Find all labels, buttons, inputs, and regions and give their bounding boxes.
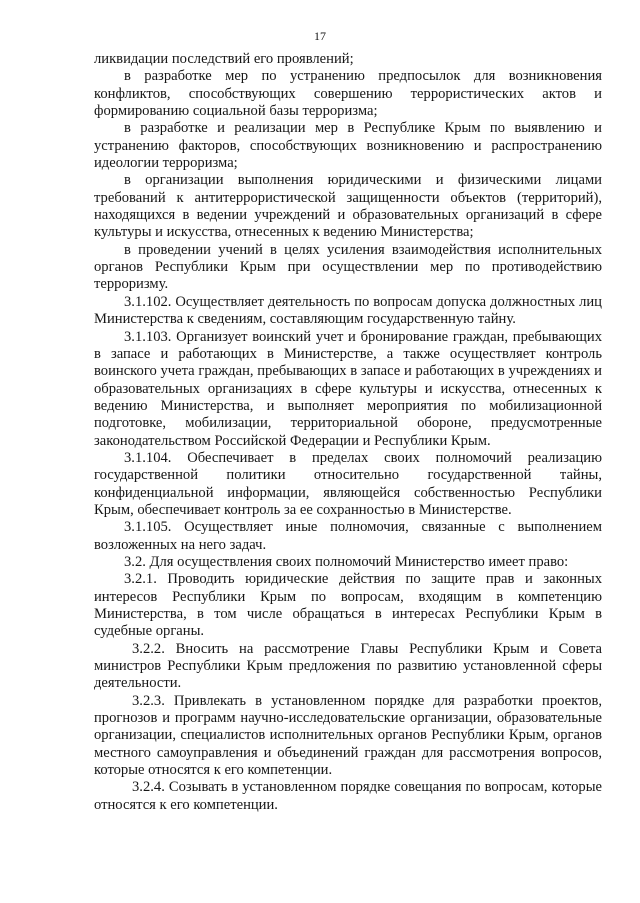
paragraph: в разработке мер по устранению предпосылок для возникновения конфликтов, способствующих совершению террористических актов и формированию социальной базы терроризма; xyxy=(94,68,602,120)
paragraph: в разработке и реализации мер в Республике Крым по выявлению и устранению факторов, способствующих возникновению и распространению идеологии терроризма; xyxy=(94,120,602,172)
paragraph: 3.1.104. Обеспечивает в пределах своих полномочий реализацию государственной политики относительно государственной тайны, конфиденциальной информации, являющейся собственностью Республики Крым, обеспечивает контроль за ее сохранностью в Министерстве. xyxy=(94,449,602,518)
paragraph: ликвидации последствий его проявлений; xyxy=(94,51,354,67)
paragraph: 3.2.2. Вносить на рассмотрение Главы Республики Крым и Совета министров Республики Крым предложения по развитию установленной сферы деятельности. xyxy=(94,640,602,692)
paragraph: 3.1.105. Осуществляет иные полномочия, связанные с выполнением возложенных на него задач. xyxy=(94,519,602,553)
document-body xyxy=(94,51,602,814)
paragraph: в организации выполнения юридическими и физическими лицами требований к антитеррористической защищенности объектов (территорий), находящихся в ведении учреждений и образовательных организаций в сфере культуры и искусства, отнесенных к ведению Министерства; xyxy=(94,172,602,241)
paragraph: в проведении учений в целях усиления взаимодействия исполнительных органов Республики Крым при осуществлении мер по противодействию терроризму. xyxy=(94,241,602,293)
paragraph: 3.1.103. Организует воинский учет и бронирование граждан, пребывающих в запасе и работающих в Министерстве, а также осуществляет контроль воинского учета граждан, пребывающих в запасе и работающих в учреждениях и образовательных организациях в сфере культуры и искусства, отнесенных к ведению Министерства, и выполняет мероприятия по мобилизационной подготовке, мобилизации, территориальной обороне, предусмотренные законодательством Российской Федерации и Республики Крым. xyxy=(94,328,602,449)
paragraph: 3.2.4. Созывать в установленном порядке совещания по вопросам, которые относятся к его компетенции. xyxy=(94,779,602,813)
paragraph: 3.1.102. Осуществляет деятельность по вопросам допуска должностных лиц Министерства к сведениям, составляющим государственную тайну. xyxy=(94,293,602,328)
paragraph: 3.2.1. Проводить юридические действия по защите прав и законных интересов Республики Крым по вопросам, входящим в компетенцию Министерства, в том числе обращаться в интересах Республики Крым в судебные органы. xyxy=(94,571,602,640)
page-number: 17 xyxy=(314,29,326,43)
paragraph: 3.2. Для осуществления своих полномочий Министерство имеет право: xyxy=(124,553,569,570)
paragraph: 3.2.3. Привлекать в установленном порядке для разработки проектов, прогнозов и программ научно-исследовательские организации, образовательные организации, специалистов исполнительных органов Республики Крым, органов местного самоуправления и объединений граждан для рассмотрения вопросов, которые относятся к его компетенции. xyxy=(94,692,602,779)
